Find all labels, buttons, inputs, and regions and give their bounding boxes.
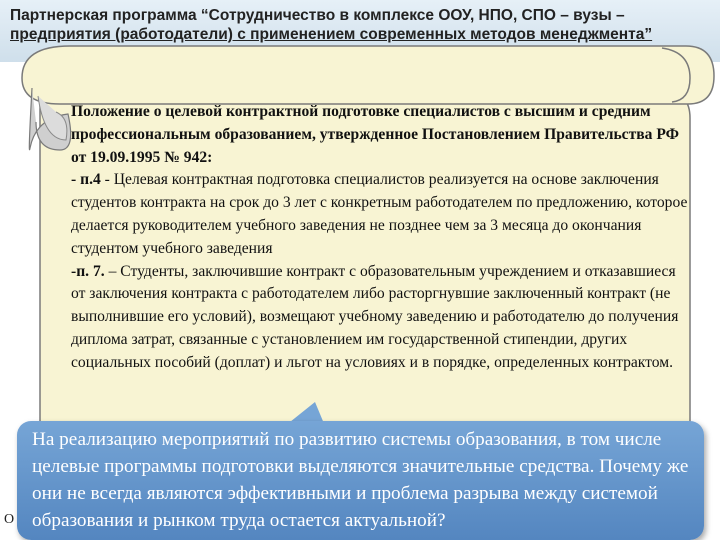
regulation-text [71, 101, 691, 375]
clause-7-text: – Студенты, заключившие контракт с образовательным учреждением и отказавшиеся от заключения контракта с работодателем либо расторгнувшие заключенный контракт (не выполнившие его условий), возмещают учебному заведению и работодателю до получения диплома затрат, связанные с установлением им государственной стипендии, других социальных пособий (доплат) и льгот на условиях и в порядке, определенных контрактом. [71, 262, 679, 371]
clause-7-prefix: -п. 7. [71, 262, 105, 280]
clause-4-prefix: - п.4 [71, 171, 101, 189]
title-line-2: предприятия (работодатели) с применением современных методов менеджмента” [10, 26, 653, 43]
regulation-heading: Положение о целевой контрактной подготовке специалистов с высшим и средним профессиональным образованием, утвержденное Постановлением Правительства РФ от 19.09.1995 № 942: [71, 103, 680, 166]
title-line-1: Партнерская программа “Сотрудничество в комплексе ООУ, НПО, СПО – вузы – [10, 7, 625, 24]
clause-4 [71, 169, 691, 260]
question-callout [17, 421, 704, 540]
callout-text: На реализацию мероприятий по развитию системы образования, в том числе целевые программы подготовки выделяются значительные средства. Почему же они не всегда являются эффективными и проблема разрыва между системой образования и рынком труда остается актуальной? [32, 429, 689, 531]
clause-7 [71, 261, 691, 375]
clause-4-text: - Целевая контрактная подготовка специалистов реализуется на основе заключения студентов контракта на срок до 3 лет с конкретным работодателем по предложению, которое делается руководителем учебного заведения не позднее чем за 3 месяца до окончания студентом учебного заведения [71, 171, 688, 257]
scroll-top-roll [22, 46, 714, 104]
footer-partial-text: О [4, 512, 15, 527]
